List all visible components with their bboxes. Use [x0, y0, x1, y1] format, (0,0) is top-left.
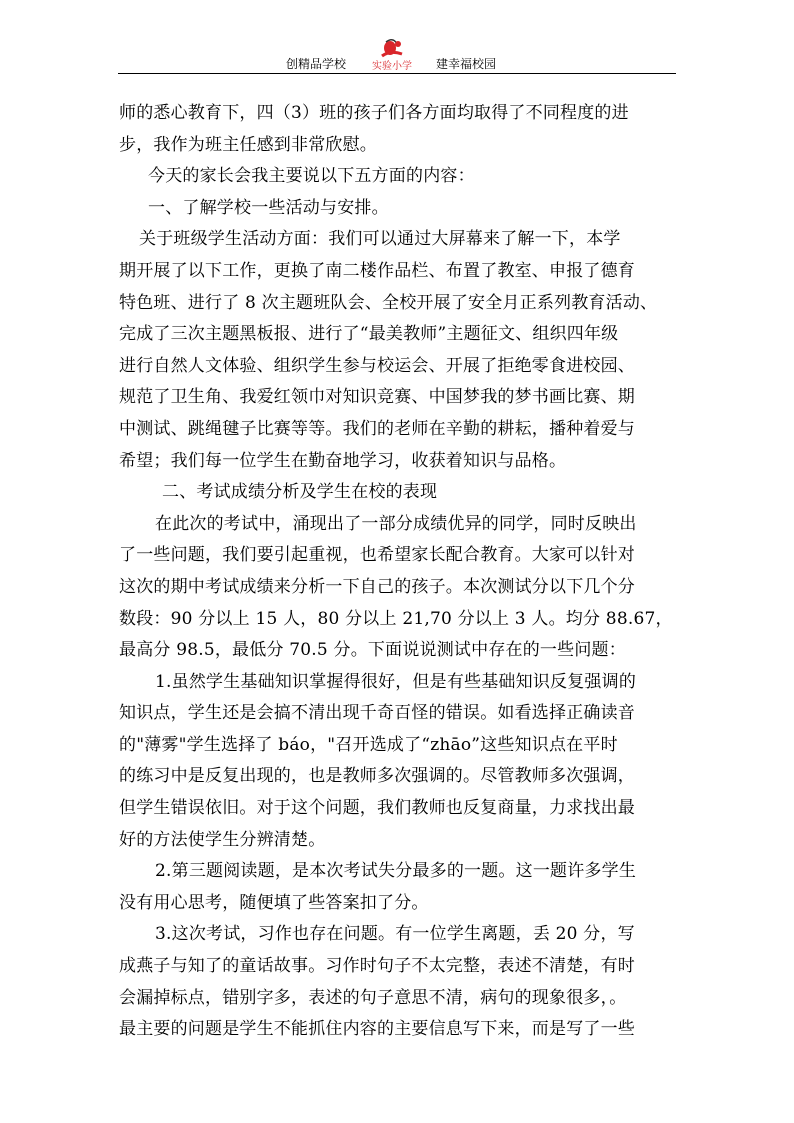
- paragraph-line: 今天的家长会我主要说以下五方面的内容：: [148, 166, 475, 187]
- paragraph-line: 会漏掉标点，错别字多，表述的句子意思不清，病句的现象很多，。: [119, 987, 627, 1008]
- paragraph-line: 步，我作为班主任感到非常欣慰。: [119, 134, 377, 155]
- paragraph-line: 进行自然人文体验、组织学生参与校运会、开展了拒绝零食进校园、: [119, 355, 635, 376]
- paragraph-line: 知识点，学生还是会搞不清出现千奇百怪的错误。如看选择正确读音: [119, 703, 635, 724]
- paragraph-line: 2.第三题阅读题，是本次考试失分最多的一题。这一题许多学生: [155, 861, 637, 882]
- school-logo: [368, 38, 428, 72]
- paragraph-line: 规范了卫生角、我爱红领巾对知识竞赛、中国梦我的梦书画比赛、期: [119, 387, 635, 408]
- paragraph-line: 没有用心思考，随便填了些答案扣了分。: [119, 892, 429, 913]
- paragraph-line: 3.这次考试，习作也存在问题。有一位学生离题，丢 20 分，写: [155, 924, 635, 945]
- paragraph-line: 最主要的问题是学生不能抓住内容的主要信息写下来，而是写了一些: [119, 1019, 635, 1040]
- paragraph-line: 了一些问题，我们要引起重视，也希望家长配合教育。大家可以针对: [119, 545, 635, 566]
- paragraph-line: 二、考试成绩分析及学生在校的表现: [162, 482, 438, 503]
- paragraph-line: 中测试、跳绳毽子比赛等等。我们的老师在辛勤的耕耘，播种着爱与: [119, 418, 635, 439]
- paragraph-line: 希望；我们每一位学生在勤奋地学习，收获着知识与品格。: [119, 450, 567, 471]
- paragraph-line: 完成了三次主题黑板报、进行了“最美教师”主题征文、组织四年级: [119, 324, 619, 345]
- paragraph-line: 在此次的考试中，涌现出了一部分成绩优异的同学，同时反映出: [155, 513, 637, 534]
- paragraph-line: 1.虽然学生基础知识掌握得很好，但是有些基础知识反复强调的: [155, 671, 637, 692]
- header-rule: [118, 73, 676, 74]
- paragraph-line: 特色班、进行了 8 次主题班队会、全校开展了安全月正系列教育活动、: [119, 292, 658, 313]
- paragraph-line: 一、了解学校一些活动与安排。: [148, 197, 389, 218]
- paragraph-line: 好的方法使学生分辨清楚。: [119, 829, 326, 850]
- paragraph-line: 这次的期中考试成绩来分析一下自己的孩子。本次测试分以下几个分: [119, 576, 635, 597]
- paragraph-line: 数段：90 分以上 15 人，80 分以上 21,70 分以上 3 人。均分 88.67，: [119, 608, 673, 629]
- page-header: [118, 50, 676, 74]
- paragraph-line: 成燕子与知了的童话故事。习作时句子不太完整，表述不清楚，有时: [119, 956, 635, 977]
- paragraph-line: 的练习中是反复出现的，也是教师多次强调的。尽管教师多次强调，: [119, 766, 635, 787]
- paragraph-line: 最高分 98.5，最低分 70.5 分。下面说说测试中存在的一些问题：: [119, 640, 626, 661]
- header-left-text: 创精品学校: [286, 57, 347, 71]
- paragraph-line: 但学生错误依旧。对于这个问题，我们教师也反复商量，力求找出最: [119, 798, 635, 819]
- paragraph-line: 关于班级学生活动方面：我们可以通过大屏幕来了解一下，本学: [139, 229, 621, 250]
- document-body: [119, 98, 679, 1046]
- paragraph-line: 期开展了以下工作，更换了南二楼作品栏、布置了教室、申报了德育: [119, 260, 635, 281]
- paragraph-line: 的"薄雾"学生选择了 báo，"召开选成了“zhāo”这些知识点在平时: [119, 734, 618, 755]
- header-right-text: 建幸福校园: [436, 57, 497, 71]
- paragraph-line: 师的悉心教育下，四（3）班的孩子们各方面均取得了不同程度的进: [119, 103, 629, 123]
- logo-text: 实验小学: [372, 61, 412, 72]
